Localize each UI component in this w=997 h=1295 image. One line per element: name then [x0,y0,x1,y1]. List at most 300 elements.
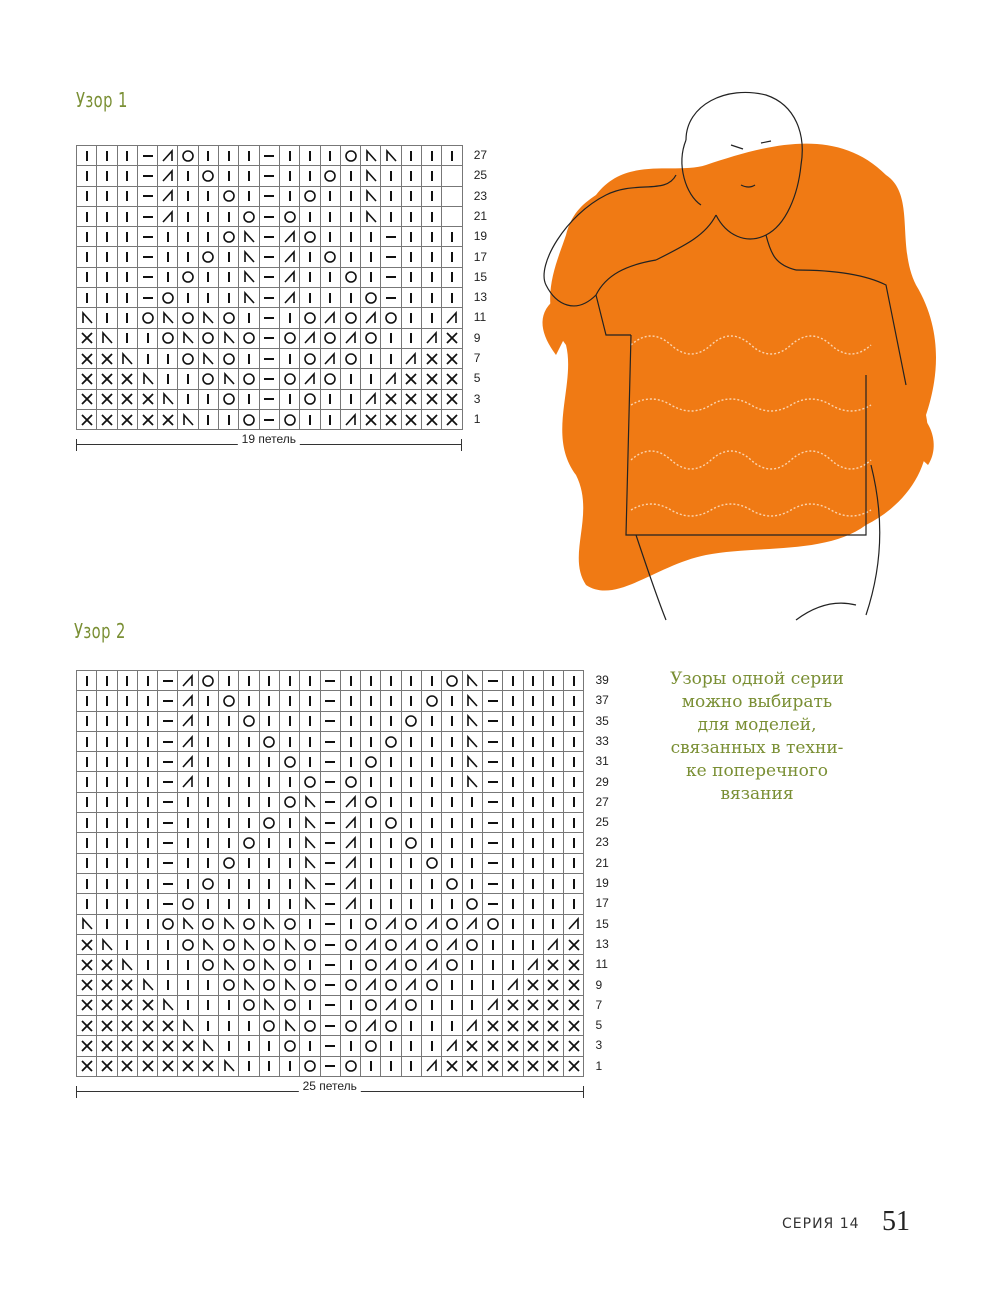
stitch-cell [381,1016,401,1036]
stitch-cell [239,409,259,429]
stitch-cell [117,166,137,186]
stitch-cell [523,711,543,731]
stitch-cell [198,894,218,914]
stitch-cell [198,711,218,731]
stitch-cell [422,1056,442,1076]
stitch-cell [178,288,198,308]
stitch-cell [503,772,523,792]
stitch-cell [442,288,462,308]
stitch-cell [219,409,239,429]
stitch-cell [300,894,320,914]
stitch-cell [77,792,97,812]
stitch-cell [543,894,563,914]
stitch-cell [381,389,401,409]
stitch-cell [279,671,299,691]
stitch-cell [523,1016,543,1036]
stitch-cell [137,711,157,731]
stitch-cell [158,308,178,328]
stitch-cell [381,1056,401,1076]
stitch-cell [77,348,97,368]
stitch-cell [219,691,239,711]
stitch-cell [137,752,157,772]
stitch-cell [442,328,462,348]
stitch-cell [77,206,97,226]
stitch-cell [77,1016,97,1036]
stitch-cell [361,894,381,914]
stitch-cell [503,691,523,711]
chart-row [77,348,463,368]
stitch-cell [401,894,421,914]
stitch-cell [178,833,198,853]
stitch-cell [543,934,563,954]
stitch-cell [259,247,279,267]
stitch-cell [117,813,137,833]
row-number: 9 [473,330,481,345]
stitch-cell [422,934,442,954]
stitch-cell [361,206,381,226]
stitch-cell [117,752,137,772]
row-number: 3 [473,391,481,406]
stitch-cell [564,914,584,934]
stitch-cell [219,1036,239,1056]
stitch-cell [543,792,563,812]
stitch-cell [158,711,178,731]
stitch-cell [320,1056,340,1076]
note-line: вязания [720,784,794,804]
stitch-cell [137,975,157,995]
stitch-cell [462,731,482,751]
stitch-cell [381,995,401,1015]
stitch-cell [198,813,218,833]
stitch-cell [320,348,340,368]
stitch-cell [543,691,563,711]
stitch-cell [137,894,157,914]
stitch-cell [320,711,340,731]
stitch-cell [503,995,523,1015]
stitch-cell [482,813,502,833]
stitch-cell [462,955,482,975]
chart-row [77,853,584,873]
stitch-cell [442,227,462,247]
stitch-cell [482,975,502,995]
stitch-cell [340,247,360,267]
stitch-cell [77,369,97,389]
stitch-cell [543,914,563,934]
stitch-cell [137,288,157,308]
chart-row [77,833,584,853]
stitch-cell [361,934,381,954]
stitch-cell [320,288,340,308]
stitch-cell [482,873,502,893]
stitch-cell [77,975,97,995]
stitch-cell [259,873,279,893]
stitch-cell [422,894,442,914]
stitch-cell [564,1016,584,1036]
stitch-cell [259,833,279,853]
stitch-cell [198,1036,218,1056]
stitch-cell [503,975,523,995]
stitch-cell [422,288,442,308]
row-number: 23 [595,835,609,850]
stitch-cell [77,995,97,1015]
stitch-cell [97,894,117,914]
stitch-cell [158,894,178,914]
stitch-cell [158,186,178,206]
stitch-cell [300,813,320,833]
stitch-cell [320,1016,340,1036]
chart-row [77,1036,584,1056]
stitch-cell [137,348,157,368]
stitch-cell [137,267,157,287]
stitch-cell [117,711,137,731]
stitch-cell [482,1056,502,1076]
stitch-cell [117,934,137,954]
stitch-cell [401,752,421,772]
stitch-cell [422,711,442,731]
stitch-cell [564,1056,584,1076]
stitch-count-dimension [76,432,462,451]
stitch-cell [422,146,442,166]
stitch-cell [442,146,462,166]
stitch-cell [361,711,381,731]
stitch-cell [279,934,299,954]
stitch-cell [300,328,320,348]
stitch-cell [422,227,442,247]
stitch-cell [482,1016,502,1036]
stitch-cell [158,146,178,166]
stitch-cell [422,369,442,389]
stitch-cell [381,792,401,812]
page-number: 51 [882,1206,910,1237]
stitch-cell [259,308,279,328]
chart-row [77,955,584,975]
stitch-cell [97,975,117,995]
stitch-cell [340,853,360,873]
stitch-cell [381,166,401,186]
stitch-cell [279,711,299,731]
stitch-cell [178,873,198,893]
stitch-cell [198,227,218,247]
stitch-cell [381,267,401,287]
stitch-cell [259,772,279,792]
stitch-cell [442,348,462,368]
stitch-cell [198,1056,218,1076]
stitch-cell [543,955,563,975]
stitch-cell [300,348,320,368]
stitch-cell [117,671,137,691]
stitch-cell [137,833,157,853]
stitch-cell [219,873,239,893]
stitch-cell [543,752,563,772]
stitch-cell [239,894,259,914]
stitch-cell [198,186,218,206]
stitch-cell [219,671,239,691]
stitch-cell [178,247,198,267]
stitch-cell [117,955,137,975]
stitch-cell [77,389,97,409]
stitch-cell [77,409,97,429]
stitch-cell [279,227,299,247]
stitch-cell [442,975,462,995]
stitch-cell [137,1016,157,1036]
chart-row [77,186,463,206]
row-number: 13 [595,936,609,951]
stitch-cell [361,288,381,308]
stitch-cell [523,955,543,975]
stitch-cell [97,1016,117,1036]
stitch-cell [279,409,299,429]
stitch-cell [381,348,401,368]
row-number: 25 [595,815,609,830]
stitch-cell [361,348,381,368]
stitch-cell [300,833,320,853]
stitch-cell [361,691,381,711]
stitch-cell [503,914,523,934]
row-number: 37 [595,693,609,708]
stitch-cell [239,1016,259,1036]
stitch-cell [320,914,340,934]
stitch-cell [361,267,381,287]
stitch-cell [117,206,137,226]
stitch-cell [320,1036,340,1056]
stitch-cell [340,146,360,166]
stitch-cell [219,792,239,812]
stitch-cell [503,671,523,691]
stitch-cell [117,247,137,267]
stitch-cell [340,711,360,731]
stitch-cell [361,833,381,853]
row-number: 5 [595,1018,603,1033]
stitch-cell [320,995,340,1015]
stitch-cell [340,873,360,893]
stitch-cell [279,1056,299,1076]
stitch-cell [361,328,381,348]
stitch-cell [401,206,421,226]
stitch-cell [564,671,584,691]
row-number: 17 [473,249,488,264]
stitch-cell [97,691,117,711]
stitch-cell [300,711,320,731]
stitch-cell [97,792,117,812]
chart-row [77,146,463,166]
stitch-cell [442,813,462,833]
stitch-cell [422,752,442,772]
chart-row [77,1056,584,1076]
chart-row [77,934,584,954]
stitch-cell [381,752,401,772]
stitch-cell [198,267,218,287]
stitch-cell [117,1016,137,1036]
stitch-cell [137,873,157,893]
stitch-cell [97,389,117,409]
stitch-cell [442,995,462,1015]
row-number: 13 [473,290,488,305]
stitch-cell [401,995,421,1015]
stitch-cell [543,671,563,691]
stitch-cell [279,813,299,833]
stitch-cell [361,308,381,328]
stitch-cell [117,731,137,751]
stitch-cell [442,671,462,691]
stitch-cell [462,792,482,812]
stitch-cell [462,1056,482,1076]
stitch-cell [259,206,279,226]
stitch-cell [482,731,502,751]
stitch-cell [523,752,543,772]
stitch-cell [320,792,340,812]
stitch-cell [300,691,320,711]
stitch-cell [219,288,239,308]
stitch-cell [239,671,259,691]
stitch-cell [340,752,360,772]
stitch-cell [381,1036,401,1056]
stitch-cell [381,772,401,792]
stitch-cell [158,975,178,995]
stitch-cell [381,873,401,893]
stitch-cell [158,369,178,389]
stitch-cell [259,975,279,995]
stitch-cell [279,691,299,711]
stitch-cell [137,955,157,975]
stitch-cell [401,186,421,206]
stitch-cell [77,267,97,287]
stitch-cell [158,813,178,833]
stitch-cell [340,1036,360,1056]
row-number: 15 [595,916,609,931]
stitch-cell [198,308,218,328]
stitch-cell [361,914,381,934]
stitch-cell [219,308,239,328]
stitch-cell [340,671,360,691]
stitch-cell [279,752,299,772]
row-number: 17 [595,896,609,911]
stitch-cell [320,691,340,711]
stitch-cell [158,995,178,1015]
stitch-cell [158,409,178,429]
stitch-cell [401,247,421,267]
row-number: 7 [473,351,481,365]
stitch-cell [198,731,218,751]
stitch-cell [77,731,97,751]
stitch-cell [401,409,421,429]
stitch-cell [564,772,584,792]
row-number: 25 [473,168,488,183]
stitch-cell [422,1036,442,1056]
stitch-cell [361,166,381,186]
stitch-cell [259,711,279,731]
stitch-cell [300,166,320,186]
stitch-cell [259,1056,279,1076]
stitch-cell [442,206,462,226]
row-number: 7 [595,997,603,1012]
stitch-cell [442,833,462,853]
stitch-cell [401,389,421,409]
stitch-cell [300,914,320,934]
stitch-cell [442,308,462,328]
stitch-cell [340,288,360,308]
stitch-cell [77,186,97,206]
stitch-cell [300,752,320,772]
stitch-cell [300,995,320,1015]
stitch-cell [320,409,340,429]
stitch-cell [239,711,259,731]
stitch-cell [381,813,401,833]
stitch-cell [77,873,97,893]
stitch-cell [239,934,259,954]
row-number: 27 [595,794,609,809]
stitch-cell [178,186,198,206]
stitch-cell [158,691,178,711]
stitch-cell [320,247,340,267]
stitch-cell [381,227,401,247]
pattern1-title: Узор 1 [76,88,128,112]
stitch-cell [320,934,340,954]
row-number: 27 [473,148,488,162]
stitch-cell [239,267,259,287]
stitch-cell [279,772,299,792]
stitch-cell [158,267,178,287]
stitch-cell [117,348,137,368]
stitch-cell [340,894,360,914]
stitch-cell [259,146,279,166]
stitch-cell [158,389,178,409]
row-number: 23 [473,188,488,203]
stitch-cell [117,288,137,308]
stitch-cell [381,731,401,751]
stitch-cell [97,955,117,975]
stitch-cell [178,227,198,247]
stitch-cell [219,206,239,226]
stitch-cell [137,186,157,206]
stitch-cell [442,894,462,914]
stitch-cell [340,369,360,389]
stitch-cell [381,369,401,389]
stitch-cell [300,409,320,429]
stitch-cell [97,267,117,287]
stitch-cell [320,853,340,873]
stitch-cell [77,711,97,731]
stitch-cell [137,166,157,186]
stitch-cell [259,409,279,429]
stitch-cell [77,853,97,873]
stitch-cell [198,853,218,873]
stitch-cell [219,752,239,772]
stitch-cell [178,934,198,954]
stitch-cell [442,955,462,975]
stitch-cell [279,166,299,186]
stitch-cell [564,731,584,751]
stitch-cell [77,772,97,792]
stitch-cell [239,206,259,226]
stitch-cell [340,934,360,954]
stitch-cell [564,1036,584,1056]
stitch-cell [523,792,543,812]
stitch-cell [300,267,320,287]
stitch-cell [422,671,442,691]
row-number: 11 [473,310,487,325]
stitch-cell [97,146,117,166]
stitch-cell [158,934,178,954]
stitch-cell [442,166,462,186]
stitch-cell [462,691,482,711]
chart-row [77,247,463,267]
stitch-cell [422,166,442,186]
stitch-cell [340,813,360,833]
stitch-cell [381,308,401,328]
stitch-cell [401,934,421,954]
stitch-cell [97,1056,117,1076]
stitch-cell [422,833,442,853]
